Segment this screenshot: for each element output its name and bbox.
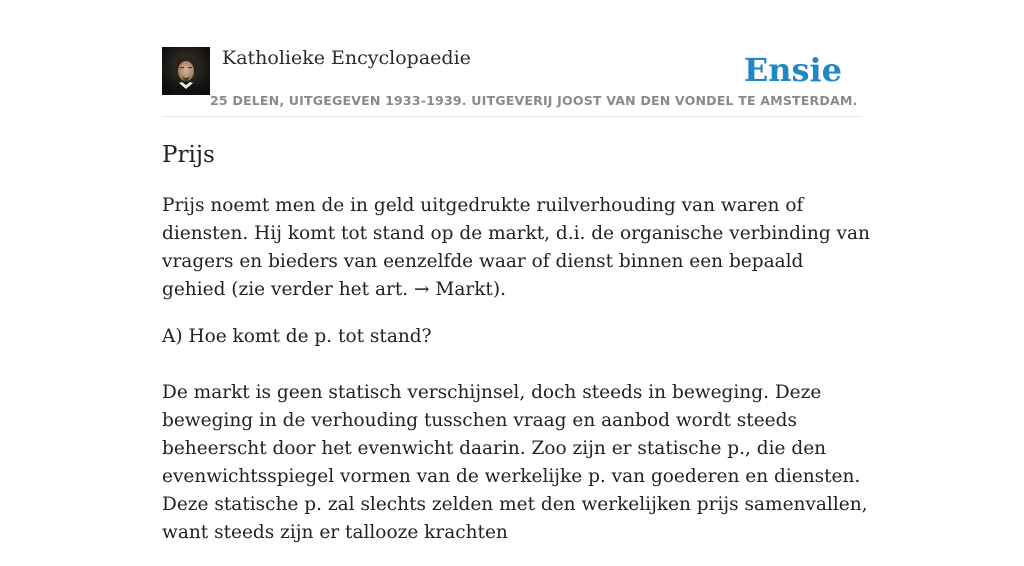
brand-logo[interactable]: Ensie	[743, 51, 842, 89]
article-paragraph: Prijs noemt men de in geld uitgedrukte ruilverhouding van waren of diensten. Hij komt tot stand op de markt, d.i. de organische verbinding van vragers en bieders van eenzelfde waar of dienst binnen een bepaald gehied (zie verder het art. → Markt).	[162, 195, 870, 300]
page	[162, 0, 870, 543]
article-paragraph: De markt is geen statisch verschijnsel, doch steeds in beweging. Deze beweging in de verhouding tusschen vraag en aanbod wordt steeds beheerscht door het evenwicht daarin. Zoo zijn er statische p., die den evenwichtsspiegel vormen van de werkelijke p. van goederen en diensten. Deze statische p. zal slechts zelden met den werkelijken prijs samenvallen, want steeds zijn er tallooze krachten	[162, 382, 868, 543]
article-body	[162, 192, 872, 566]
article-section-heading: A) Hoe komt de p. tot stand?	[162, 326, 432, 347]
site-title[interactable]: Katholieke Encyclopaedie	[222, 47, 471, 69]
site-header	[162, 0, 862, 117]
publication-subtitle: 25 DELEN, UITGEGEVEN 1933-1939. UITGEVERIJ JOOST VAN DEN VONDEL TE AMSTERDAM.	[210, 93, 858, 108]
portrait-avatar-icon[interactable]	[162, 47, 210, 95]
article-title: Prijs	[162, 142, 215, 168]
